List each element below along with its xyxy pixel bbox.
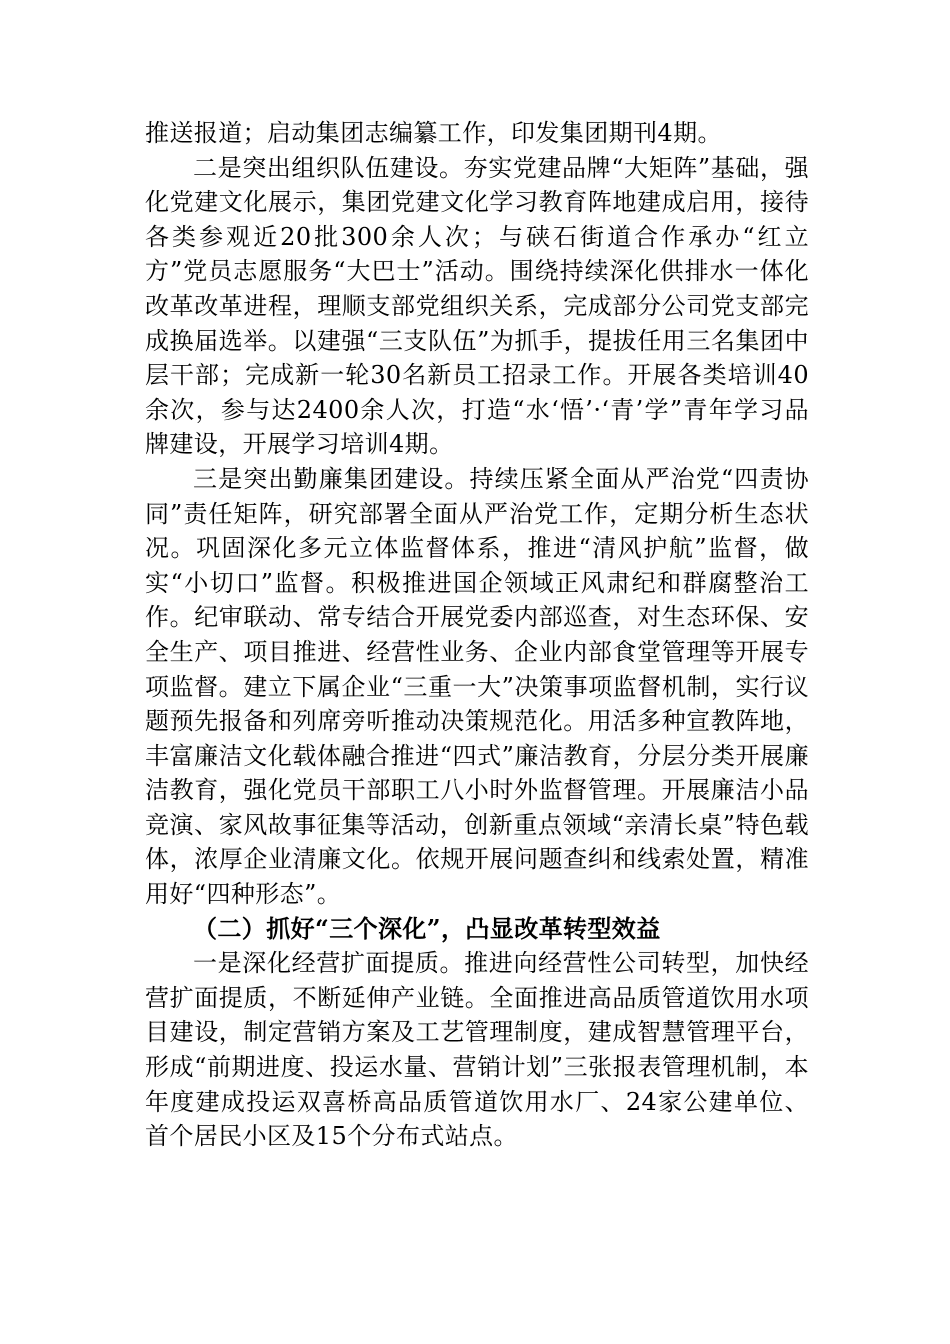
paragraph-integrity-building: 三是突出勤廉集团建设。持续压紧全面从严治党“四责协同”责任矩阵，研究部署全面从严治党工作，定期分析生态状况。巩固深化多元立体监督体系，推进“清风护航”监督，做实“小切口”监督。积极推进国企领域正风肃纪和群腐整治工作。纪审联动、常专结合开展党委内部巡查，对生态环保、安全生产、项目推进、经营性业务、企业内部食堂管理等开展专项监督。建立下属企业“三重一大”决策事项监督机制，实行议题预先报备和列席旁听推动决策规范化。用活多种宣教阵地，丰富廉洁文化载体融合推进“四式”廉洁教育，分层分类开展廉洁教育，强化党员干部职工八小时外监督管理。开展廉洁小品竞演、家风故事征集等活动，创新重点领域“亲清长桌”特色载体，浓厚企业清廉文化。依规开展问题查纠和线索处置，精准用好“四种形态”。 — [145, 464, 809, 909]
paragraph-business-expansion: 一是深化经营扩面提质。推进向经营性公司转型，加快经营扩面提质，不断延伸产业链。全面推进高品质管道饮用水项目建设，制定营销方案及工艺管理制度，建成智慧管理平台，形成“前期进度、投运水量、营销计划”三张报表管理机制，本年度建成投运双喜桥高品质管道饮用水厂、24家公建单位、首个居民小区及15个分布式站点。 — [145, 949, 809, 1151]
document-page — [145, 116, 809, 1154]
paragraph-continuation: 推送报道；启动集团志编纂工作，印发集团期刊4期。 — [145, 119, 722, 147]
section-heading: （二）抓好“三个深化”，凸显改革转型效益 — [193, 913, 661, 943]
paragraph-organization-building: 二是突出组织队伍建设。夯实党建品牌“大矩阵”基础，强化党建文化展示，集团党建文化学习教育阵地建成启用，接待各类参观近20批300余人次；与硖石街道合作承办“红立方”党员志愿服务“大巴士”活动。围绕持续深化供排水一体化改革改革进程，理顺支部党组织关系，完成部分公司党支部完成换届选举。以建强“三支队伍”为抓手，提拔任用三名集团中层干部；完成新一轮30名新员工招录工作。开展各类培训40余次，参与达2400余人次，打造“水‘悟’·‘青’学”青年学习品牌建设，开展学习培训4期。 — [145, 153, 809, 459]
